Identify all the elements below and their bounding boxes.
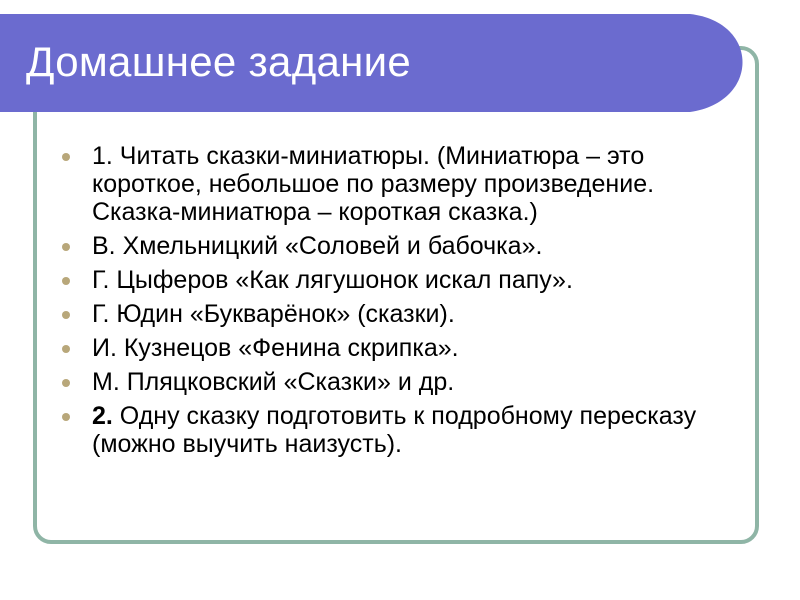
item-text: Одну сказку подготовить к подробному пересказу (можно выучить наизусть). — [92, 402, 697, 458]
list-item — [60, 368, 740, 396]
item-text: В. Хмельницкий «Соловей и бабочка». — [92, 232, 543, 260]
item-text: И. Кузнецов «Фенина скрипка». — [92, 334, 459, 362]
slide-title: Домашнее задание — [26, 38, 412, 85]
item-text: Г. Юдин «Букварёнок» (сказки). — [92, 300, 455, 328]
list-item — [60, 232, 740, 260]
bullet-icon — [62, 345, 70, 353]
item-text: Г. Цыферов «Как лягушонок искал папу». — [92, 266, 573, 294]
list-item — [60, 300, 740, 328]
bullet-icon — [62, 243, 70, 251]
list-item — [60, 266, 740, 294]
bullet-icon — [62, 311, 70, 319]
homework-list — [60, 142, 740, 464]
list-item — [60, 142, 740, 226]
item-text: 1. Читать сказки-миниатюры. (Миниатюра – это короткое, небольшое по размеру произведение. Сказка-миниатюра – короткая сказка.) — [92, 142, 655, 226]
list-item — [60, 402, 740, 458]
bullet-icon — [62, 379, 70, 387]
list-item — [60, 334, 740, 362]
item-number: 2. — [92, 402, 113, 430]
bullet-icon — [62, 413, 70, 421]
bullet-icon — [62, 277, 70, 285]
bullet-icon — [62, 153, 70, 161]
item-text: М. Пляцковский «Сказки» и др. — [92, 368, 455, 396]
